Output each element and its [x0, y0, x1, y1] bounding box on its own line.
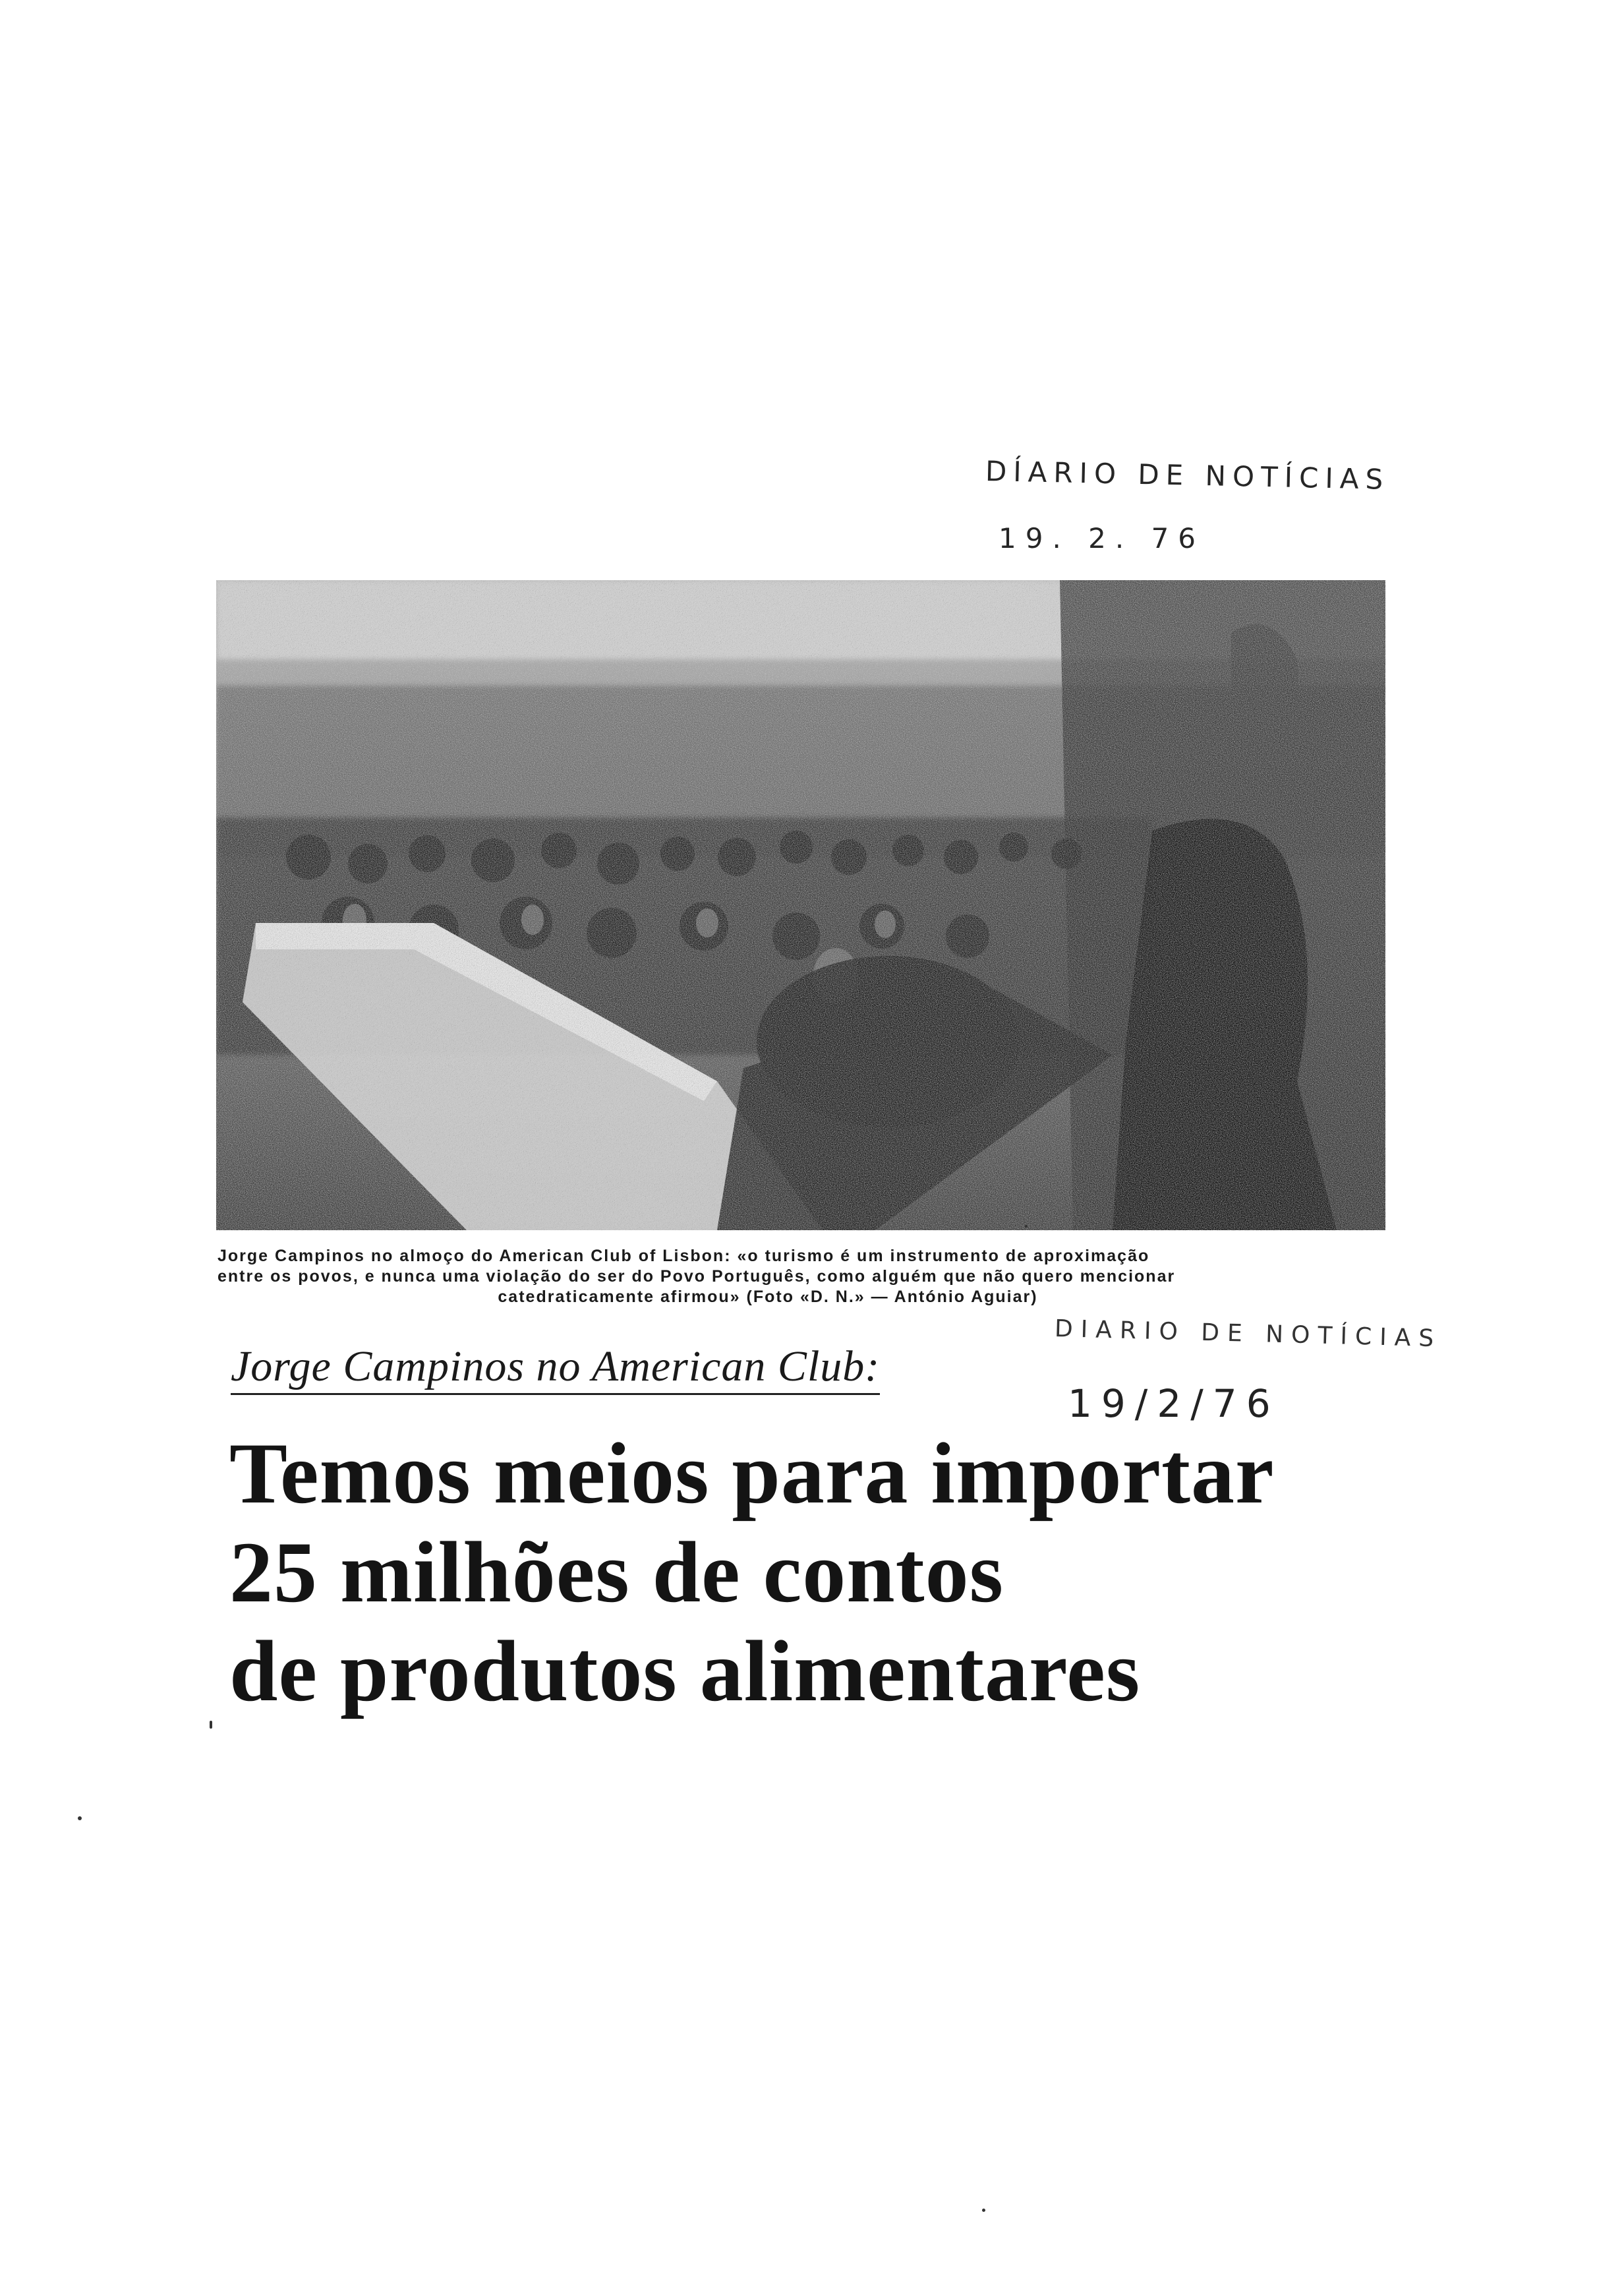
scan-speck [1025, 1225, 1028, 1228]
photo-caption [218, 1246, 1397, 1307]
caption-line: entre os povos, e nunca uma violação do ser do Povo Português, como alguém que não quero mencionar [218, 1267, 1176, 1286]
headline-line: 25 milhões de contos [229, 1524, 1004, 1620]
handwritten-date-note: 19. 2. 76 [999, 522, 1205, 554]
headline-line: de produtos alimentares [229, 1622, 1141, 1719]
handwritten-source-note: DIARIO DE NOTÍCIAS [1054, 1315, 1442, 1353]
article-kicker: Jorge Campinos no American Club: [231, 1342, 880, 1395]
scan-speck [78, 1816, 82, 1820]
caption-line: catedraticamente afirmou» (Foto «D. N.» — António Aguiar) [498, 1288, 1038, 1306]
scan-speck [982, 2209, 985, 2212]
handwritten-date-note: 19/2/76 [1068, 1381, 1280, 1426]
photo-banquet-image [216, 580, 1385, 1230]
banquet-photo [216, 580, 1385, 1230]
handwritten-source-note: DÍARIO DE NOTÍCIAS [985, 455, 1390, 496]
scan-speck [210, 1721, 212, 1729]
caption-line: Jorge Campinos no almoço do American Club of Lisbon: «o turismo é um instrumento de aproximação [218, 1247, 1150, 1265]
headline-line: Temos meios para importar [229, 1425, 1275, 1522]
article-headline [229, 1424, 1482, 1721]
